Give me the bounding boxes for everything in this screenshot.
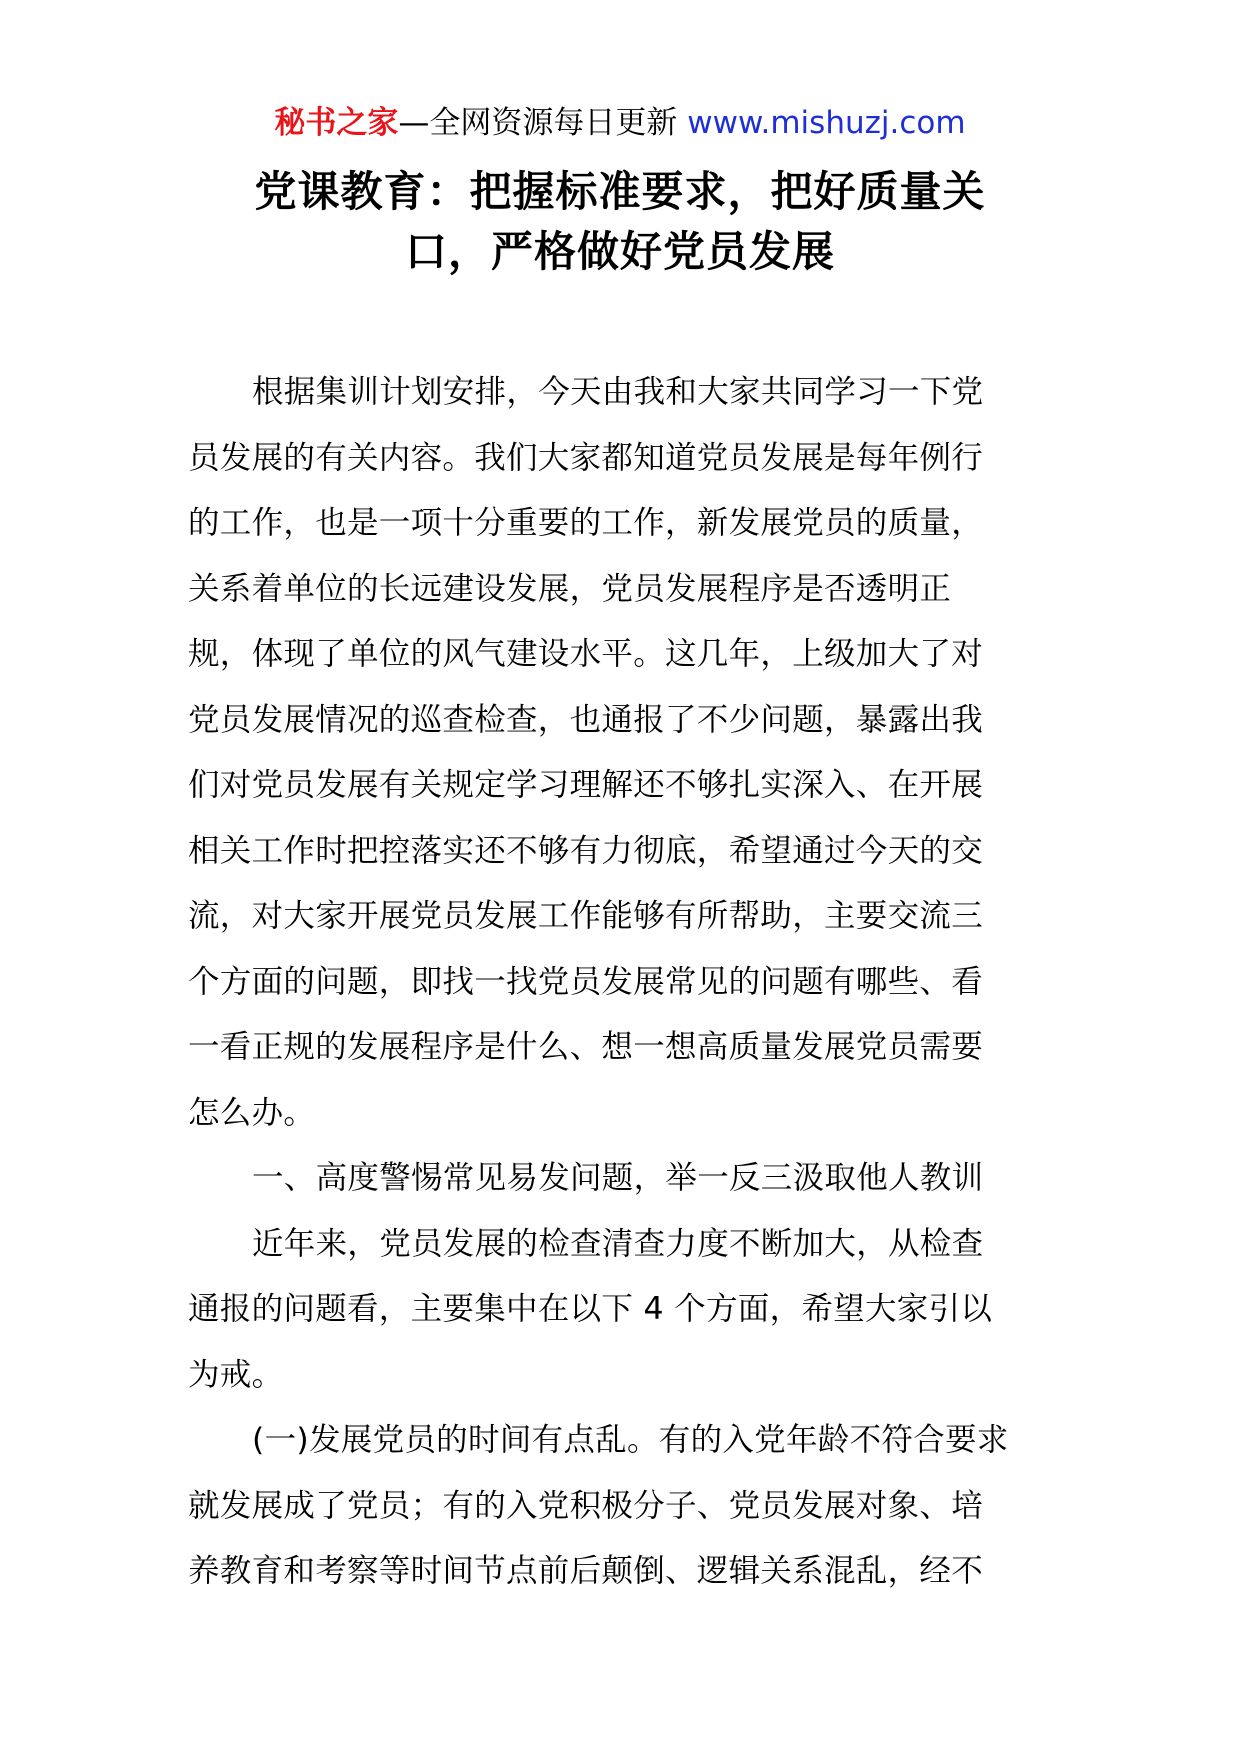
document-body xyxy=(188,360,1058,1605)
body-line: 相关工作时把控落实还不够有力彻底，希望通过今天的交 xyxy=(188,832,984,869)
section-heading: 一、高度警惕常见易发问题，举一反三汲取他人教训 xyxy=(252,1160,984,1196)
body-line: 养教育和考察等时间节点前后颠倒、逻辑关系混乱，经不 xyxy=(188,1553,984,1589)
body-line: 流，对大家开展党员发展工作能够有所帮助，主要交流三 xyxy=(188,898,984,934)
body-line: 党员发展情况的巡查检查，也通报了不少问题，暴露出我 xyxy=(188,701,984,738)
brand-name: 秘书之家 xyxy=(274,105,399,141)
body-line: 规，体现了单位的风气建设水平。这几年，上级加大了对 xyxy=(188,636,984,672)
title-line-2: 口，严格做好党员发展 xyxy=(404,227,835,276)
body-line: 员发展的有关内容。我们大家都知道党员发展是每年例行 xyxy=(188,439,984,476)
site-header xyxy=(0,100,1240,146)
body-line: 的工作，也是一项十分重要的工作，新发展党员的质量， xyxy=(188,505,984,541)
body-line: 们对党员发展有关规定学习理解还不够扎实深入、在开展 xyxy=(188,767,984,803)
body-line: 一看正规的发展程序是什么、想一想高质量发展党员需要 xyxy=(188,1029,984,1065)
site-url[interactable]: www.mishuzj.com xyxy=(687,105,966,141)
body-line: 怎么办。 xyxy=(188,1094,316,1131)
body-line: 就发展成了党员；有的入党积极分子、党员发展对象、培 xyxy=(188,1487,984,1524)
body-line: 通报的问题看，主要集中在以下 4 个方面，希望大家引以 xyxy=(188,1291,993,1327)
body-line: 根据集训计划安排，今天由我和大家共同学习一下党 xyxy=(252,374,984,410)
body-line: 近年来，党员发展的检查清查力度不断加大，从检查 xyxy=(252,1225,984,1262)
title-line-1: 党课教育：把握标准要求，把好质量关 xyxy=(254,167,986,216)
body-line: 关系着单位的长远建设发展，党员发展程序是否透明正 xyxy=(188,570,952,607)
body-line: 个方面的问题，即找一找党员发展常见的问题有哪些、看 xyxy=(188,963,984,1000)
document-title xyxy=(190,162,1050,282)
body-line: 为戒。 xyxy=(188,1356,284,1393)
subsection-line: (一)发展党员的时间有点乱。有的入党年龄不符合要求 xyxy=(252,1422,1009,1458)
header-tagline: —全网资源每日更新 xyxy=(398,105,678,141)
